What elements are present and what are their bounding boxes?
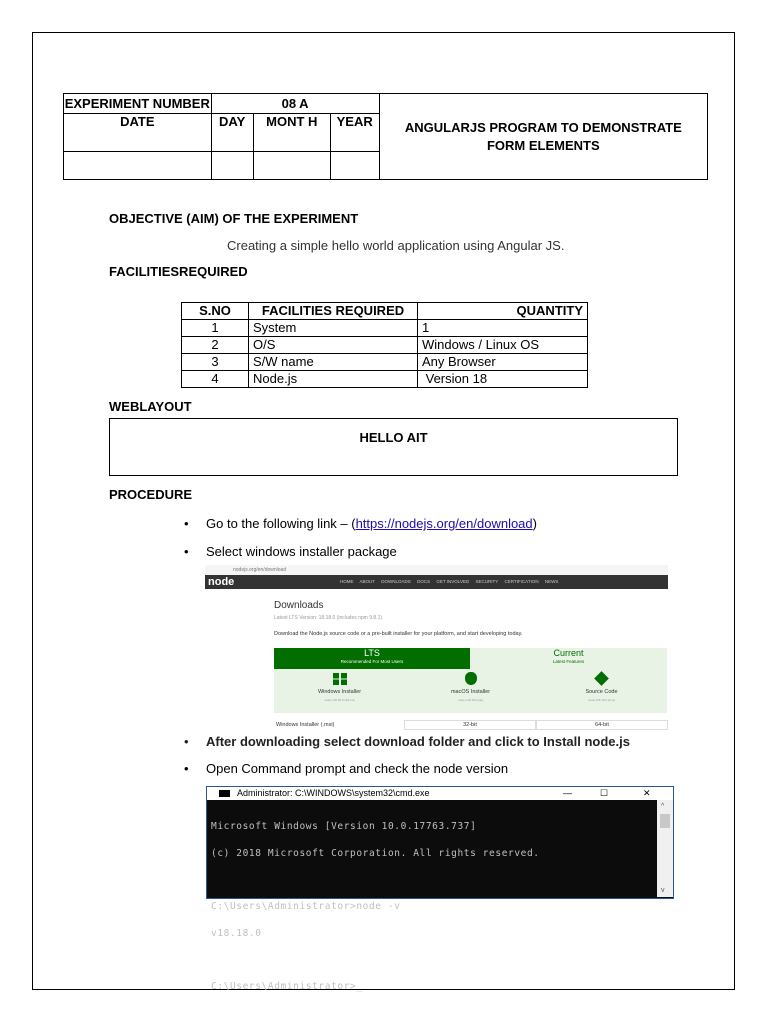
node-nav-links — [340, 575, 558, 589]
month-label: MONT H — [253, 114, 330, 152]
lts-tab-label: LTS — [364, 648, 380, 658]
macos-installer-file: node-v18.18.0.pkg — [458, 698, 483, 702]
current-tab-label: Current — [553, 648, 584, 658]
cmd-line: Microsoft Windows [Version 10.0.17763.737] — [211, 821, 477, 832]
row-facility: System — [249, 320, 418, 337]
row-quantity: 1 — [418, 320, 588, 337]
facilities-heading: FACILITIESREQUIRED — [109, 264, 248, 279]
downloads-description: Download the Node.js source code or a pre-built installer for your platform, and start developing today. — [274, 631, 523, 637]
msi-64bit-link[interactable] — [536, 720, 668, 730]
objective-heading: OBJECTIVE (AIM) OF THE EXPERIMENT — [109, 211, 359, 226]
cmd-title-bar — [207, 787, 673, 800]
nav-about[interactable]: ABOUT — [359, 579, 376, 584]
bit32-label: 32-bit — [463, 722, 477, 728]
nav-docs[interactable]: DOCS — [417, 579, 431, 584]
windows-installer-option[interactable] — [274, 669, 405, 702]
year-value — [330, 152, 379, 180]
row-sno: 4 — [182, 371, 249, 388]
cmd-line — [211, 956, 651, 964]
windows-installer-label: Windows Installer — [317, 689, 362, 695]
windows-icon — [333, 673, 347, 685]
experiment-header-table — [63, 93, 708, 180]
nav-security[interactable]: SECURITY — [475, 579, 499, 584]
url-text: nodejs.org/en/download — [233, 567, 287, 573]
experiment-number-value: 08 A — [211, 94, 379, 114]
year-label: YEAR — [330, 114, 379, 152]
procedure-step-4 — [184, 761, 509, 776]
cmd-line: (c) 2018 Microsoft Corporation. All rights reserved. — [211, 848, 540, 859]
cmd-output — [211, 804, 651, 1009]
col-sno: S.NO — [182, 303, 249, 320]
hello-ait-text: HELLO AIT — [359, 430, 428, 445]
row-sno: 1 — [182, 320, 249, 337]
nodejs-download-screenshot — [205, 565, 668, 733]
downloads-title: Downloads — [274, 600, 324, 611]
cmd-screenshot — [206, 786, 674, 992]
bullet-icon: • — [184, 544, 189, 559]
procedure-step-1 — [184, 516, 537, 531]
source-code-file: node-v18.18.0.tar.gz — [587, 698, 616, 702]
cmd-line — [211, 876, 651, 884]
current-tab-sub: Latest Features — [552, 659, 585, 664]
bullet-icon: • — [184, 734, 189, 749]
nav-get-involved[interactable]: GET INVOLVED — [436, 579, 470, 584]
nav-downloads[interactable]: DOWNLOADS — [381, 579, 411, 584]
windows-msi-row — [274, 720, 667, 730]
nav-news[interactable]: NEWS — [544, 579, 559, 584]
nav-home[interactable]: HOME — [340, 579, 354, 584]
lts-tab[interactable] — [274, 648, 470, 669]
procedure-heading: PROCEDURE — [109, 487, 193, 502]
month-value — [253, 152, 330, 180]
cmd-title: Administrator: C:\WINDOWS\system32\cmd.exe — [237, 788, 430, 798]
scroll-thumb[interactable] — [660, 814, 670, 828]
nav-certification[interactable]: CERTIFICATION — [504, 579, 539, 584]
step3-text: After downloading select download folder and click to Install node.js — [206, 734, 630, 749]
bullet-icon: • — [184, 761, 189, 776]
table-row — [182, 320, 588, 337]
col-facilities: FACILITIES REQUIRED — [249, 303, 418, 320]
row-quantity: Windows / Linux OS — [418, 337, 588, 354]
lts-version-line: Latest LTS Version: 18.18.0 (includes npm 9.8.1) — [274, 615, 383, 621]
step1-text: Go to the following link – ( — [206, 516, 356, 531]
close-button[interactable]: ✕ — [643, 788, 651, 798]
msi-32bit-link[interactable] — [404, 720, 536, 730]
objective-text: Creating a simple hello world application using Angular JS. — [227, 238, 565, 253]
weblayout-box — [109, 418, 678, 476]
lts-tab-sub: Recommended For Most Users — [340, 659, 404, 664]
source-code-label: Source Code — [585, 689, 618, 695]
step4-text: Open Command prompt and check the node version — [206, 761, 509, 776]
macos-installer-label: macOS Installer — [450, 689, 491, 695]
row-quantity: Any Browser — [418, 354, 588, 371]
procedure-step-2 — [184, 544, 397, 559]
package-icon — [594, 671, 609, 686]
browser-url-bar — [205, 565, 668, 575]
experiment-title: ANGULARJS PROGRAM TO DEMONSTRATE FORM ELEMENTS — [379, 94, 707, 180]
windows-installer-file: node-v18.18.0-x64.msi — [324, 698, 355, 702]
step1-suffix: ) — [532, 516, 537, 531]
bit64-label: 64-bit — [595, 722, 609, 728]
nodejs-download-link[interactable]: https://nodejs.org/en/download — [355, 516, 533, 531]
procedure-step-3 — [184, 734, 630, 749]
date-label: DATE — [64, 114, 212, 152]
row-facility: S/W name — [249, 354, 418, 371]
minimize-button[interactable]: — — [563, 788, 572, 798]
scroll-up-icon[interactable]: ^ — [661, 803, 665, 810]
msi-row-label: Windows Installer (.msi) — [276, 722, 335, 728]
table-row — [182, 337, 588, 354]
day-label: DAY — [211, 114, 253, 152]
cmd-scrollbar[interactable] — [657, 800, 673, 897]
node-logo: node — [208, 576, 235, 588]
experiment-number-label: EXPERIMENT NUMBER — [64, 94, 212, 114]
cmd-app-icon — [219, 790, 230, 797]
table-row — [182, 354, 588, 371]
col-quantity: QUANTITY — [418, 303, 588, 320]
current-tab[interactable] — [470, 648, 667, 669]
row-sno: 2 — [182, 337, 249, 354]
row-facility: Node.js — [249, 371, 418, 388]
table-row — [182, 371, 588, 388]
cmd-line: C:\Users\Administrator>_ — [211, 981, 363, 992]
macos-installer-option[interactable] — [405, 669, 536, 702]
maximize-button[interactable]: ☐ — [600, 788, 609, 798]
date-value — [64, 152, 212, 180]
day-value — [211, 152, 253, 180]
facilities-table — [181, 302, 588, 388]
installer-options — [274, 669, 667, 713]
step2-text: Select windows installer package — [206, 544, 397, 559]
row-facility: O/S — [249, 337, 418, 354]
weblayout-heading: WEBLAYOUT — [109, 399, 192, 414]
row-quantity: Version 18 — [418, 371, 588, 388]
scroll-down-icon[interactable]: v — [661, 887, 665, 894]
bullet-icon: • — [184, 516, 189, 531]
node-navbar — [205, 575, 668, 589]
apple-icon — [465, 672, 477, 685]
source-code-option[interactable] — [536, 669, 667, 702]
cmd-line: C:\Users\Administrator>node -v — [211, 901, 401, 912]
row-sno: 3 — [182, 354, 249, 371]
cmd-line: v18.18.0 — [211, 928, 262, 939]
